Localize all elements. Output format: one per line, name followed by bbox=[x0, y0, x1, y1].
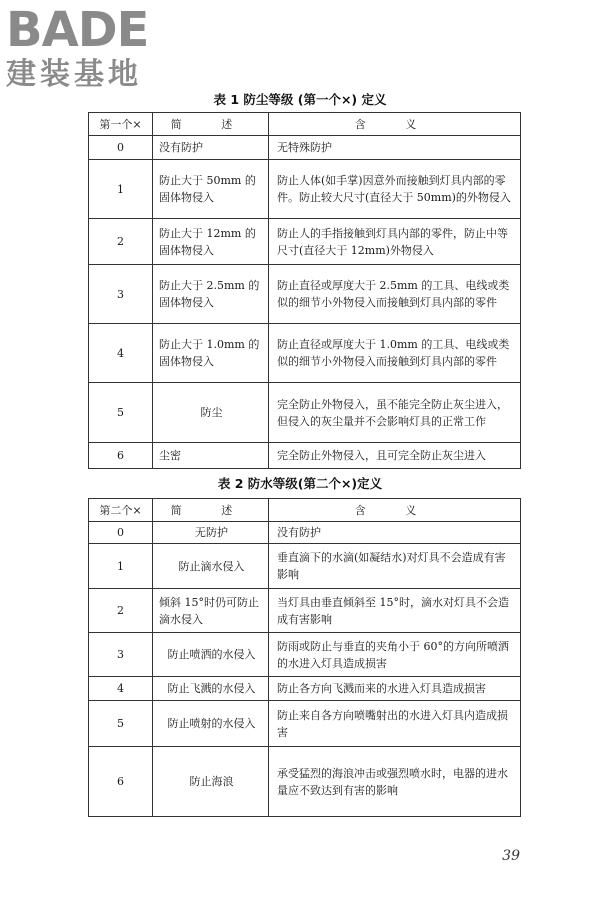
cell-code: 5 bbox=[89, 383, 153, 443]
table-row bbox=[89, 383, 521, 443]
cell-summary: 防止大于 12mm 的固体物侵入 bbox=[153, 219, 269, 265]
cell-summary: 防止喷射的水侵入 bbox=[153, 701, 269, 747]
table1-caption: 表 1 防尘等级 (第一个×) 定义 bbox=[213, 92, 387, 107]
logo-brand-text: BADE bbox=[6, 2, 149, 58]
cell-summary: 防止海浪 bbox=[153, 747, 269, 817]
table-row bbox=[89, 747, 521, 817]
cell-meaning: 防止人的手指接触到灯具内部的零件，防止中等尺寸(直径大于 12mm)外物侵入 bbox=[269, 219, 521, 265]
bade-logo bbox=[6, 4, 174, 96]
cell-summary: 防止大于 50mm 的固体物侵入 bbox=[153, 160, 269, 219]
cell-meaning: 当灯具由垂直倾斜至 15°时，滴水对灯具不会造成有害影响 bbox=[269, 589, 521, 633]
cell-code: 6 bbox=[89, 443, 153, 469]
cell-code: 2 bbox=[89, 219, 153, 265]
cell-summary: 防止飞溅的水侵入 bbox=[153, 677, 269, 701]
table-header-row bbox=[89, 113, 521, 136]
column-header-meaning: 含 义 bbox=[269, 499, 521, 522]
cell-meaning: 防雨或防止与垂直的夹角小于 60°的方向所喷洒的水进入灯具造成损害 bbox=[269, 633, 521, 677]
table-row bbox=[89, 443, 521, 469]
table-row bbox=[89, 589, 521, 633]
logo-subtitle-text: 建装基地 bbox=[6, 57, 142, 92]
column-header-meaning: 含 义 bbox=[269, 113, 521, 136]
table-row bbox=[89, 522, 521, 544]
cell-meaning: 承受猛烈的海浪冲击或强烈喷水时，电器的进水量应不致达到有害的影响 bbox=[269, 747, 521, 817]
table-row bbox=[89, 544, 521, 589]
cell-meaning: 垂直滴下的水滴(如凝结水)对灯具不会造成有害影响 bbox=[269, 544, 521, 589]
cell-code: 3 bbox=[89, 265, 153, 324]
cell-code: 0 bbox=[89, 136, 153, 160]
cell-code: 0 bbox=[89, 522, 153, 544]
cell-code: 1 bbox=[89, 544, 153, 589]
cell-meaning: 防止人体(如手掌)因意外而接触到灯具内部的零件。防止较大尺寸(直径大于 50mm)的外物侵入 bbox=[269, 160, 521, 219]
page-number: 39 bbox=[502, 848, 520, 864]
cell-summary: 防止大于 1.0mm 的固体物侵入 bbox=[153, 324, 269, 383]
column-header-summary: 简 述 bbox=[153, 499, 269, 522]
cell-meaning: 无特殊防护 bbox=[269, 136, 521, 160]
table-row bbox=[89, 136, 521, 160]
water-protection-table bbox=[88, 498, 521, 817]
table2-caption: 表 2 防水等级(第二个×)定义 bbox=[217, 476, 383, 491]
table-row bbox=[89, 265, 521, 324]
dust-protection-table bbox=[88, 112, 521, 469]
table-row bbox=[89, 160, 521, 219]
cell-summary: 防止喷洒的水侵入 bbox=[153, 633, 269, 677]
cell-meaning: 防止来自各方向喷嘴射出的水进入灯具内造成损害 bbox=[269, 701, 521, 747]
cell-code: 4 bbox=[89, 677, 153, 701]
table-row bbox=[89, 219, 521, 265]
cell-code: 5 bbox=[89, 701, 153, 747]
cell-summary: 无防护 bbox=[153, 522, 269, 544]
cell-summary: 防止大于 2.5mm 的固体物侵入 bbox=[153, 265, 269, 324]
cell-summary: 防止滴水侵入 bbox=[153, 544, 269, 589]
table-row bbox=[89, 677, 521, 701]
cell-meaning: 防止直径或厚度大于 2.5mm 的工具、电线或类似的细节小外物侵入而接触到灯具内部的零件 bbox=[269, 265, 521, 324]
cell-meaning: 完全防止外物侵入，虽不能完全防止灰尘进入，但侵入的灰尘量并不会影响灯具的正常工作 bbox=[269, 383, 521, 443]
table-row bbox=[89, 324, 521, 383]
cell-meaning: 防止直径或厚度大于 1.0mm 的工具、电线或类似的细节小外物侵入而接触到灯具内部的零件 bbox=[269, 324, 521, 383]
cell-code: 4 bbox=[89, 324, 153, 383]
column-header-code: 第一个× bbox=[89, 113, 153, 136]
cell-code: 1 bbox=[89, 160, 153, 219]
cell-summary: 倾斜 15°时仍可防止滴水侵入 bbox=[153, 589, 269, 633]
cell-code: 6 bbox=[89, 747, 153, 817]
column-header-summary: 简 述 bbox=[153, 113, 269, 136]
cell-meaning: 没有防护 bbox=[269, 522, 521, 544]
column-header-code: 第二个× bbox=[89, 499, 153, 522]
cell-summary: 尘密 bbox=[153, 443, 269, 469]
cell-code: 3 bbox=[89, 633, 153, 677]
cell-meaning: 防止各方向飞溅而来的水进入灯具造成损害 bbox=[269, 677, 521, 701]
table-header-row bbox=[89, 499, 521, 522]
table-row bbox=[89, 633, 521, 677]
cell-summary: 没有防护 bbox=[153, 136, 269, 160]
cell-meaning: 完全防止外物侵入，且可完全防止灰尘进入 bbox=[269, 443, 521, 469]
cell-summary: 防尘 bbox=[153, 383, 269, 443]
cell-code: 2 bbox=[89, 589, 153, 633]
table-row bbox=[89, 701, 521, 747]
